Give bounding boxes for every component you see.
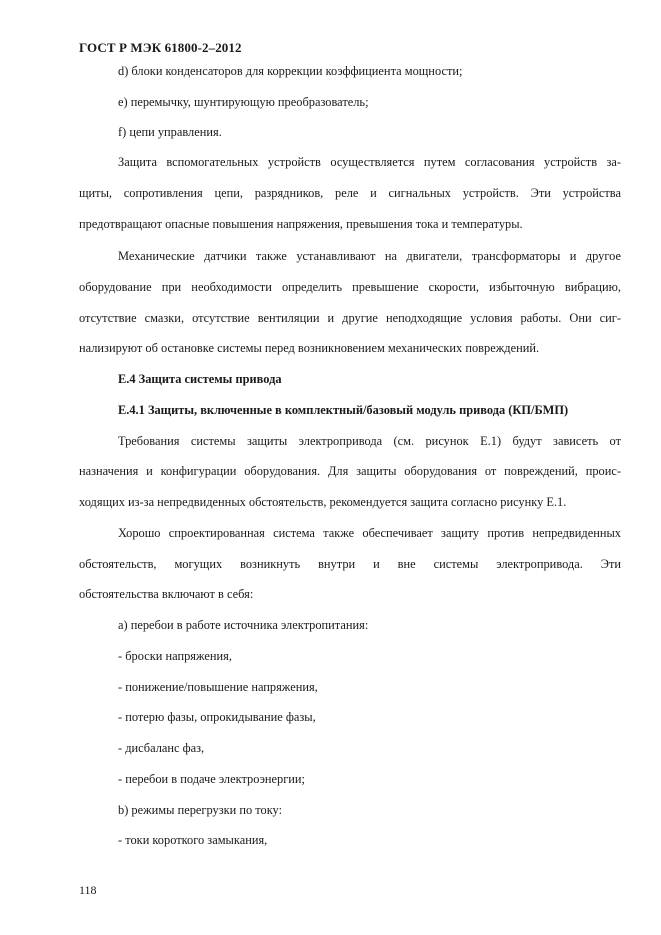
paragraph-line: предотвращают опасные повышения напряжения, превышения тока и температуры. xyxy=(79,217,523,231)
paragraph-line: отсутствие смазки, отсутствие вентиляции и другие неподходящие условия работы. Они сиг- xyxy=(79,311,621,325)
list-item-f: f) цепи управления. xyxy=(118,125,222,139)
list-subitem: - броски напряжения, xyxy=(118,649,232,663)
list-subitem: - понижение/повышение напряжения, xyxy=(118,680,318,694)
paragraph-line: нализируют об остановке системы перед возникновением механических повреждений. xyxy=(79,341,540,355)
paragraph-line: назначения и конфигурации оборудования. Для защиты оборудования от повреждений, проис- xyxy=(79,464,621,478)
page-number: 118 xyxy=(79,883,97,897)
list-subitem: - потерю фазы, опрокидывание фазы, xyxy=(118,710,316,724)
paragraph-line: Хорошо спроектированная система также обеспечивает защиту против непредвиденных xyxy=(118,526,621,540)
paragraph-line: Механические датчики также устанавливают на двигатели, трансформаторы и другое xyxy=(118,249,621,263)
document-header: ГОСТ Р МЭК 61800-2–2012 xyxy=(79,40,242,55)
subsection-heading: Е.4.1 Защиты, включенные в комплектный/базовый модуль привода (КП/БМП) xyxy=(118,403,569,417)
section-heading: Е.4 Защита системы привода xyxy=(118,372,282,386)
paragraph-line: щиты, сопротивления цепи, разрядников, реле и сигнальных устройств. Эти устройства xyxy=(79,186,621,200)
list-item-d: d) блоки конденсаторов для коррекции коэффициента мощности; xyxy=(118,64,463,78)
list-subitem: - перебои в подаче электроэнергии; xyxy=(118,772,306,786)
paragraph-line: оборудование при необходимости определить превышение скорости, избыточную вибрацию, xyxy=(79,280,621,294)
paragraph-line: Требования системы защиты электропривода (см. рисунок Е.1) будут зависеть от xyxy=(118,434,621,448)
list-item-a: а) перебои в работе источника электропитания: xyxy=(118,618,369,632)
paragraph-line: Защита вспомогательных устройств осуществляется путем согласования устройств за- xyxy=(118,155,621,169)
paragraph-line: обстоятельств, могущих возникнуть внутри и вне системы электропривода. Эти xyxy=(79,557,621,571)
paragraph-line: обстоятельства включают в себя: xyxy=(79,587,254,601)
list-subitem: - дисбаланс фаз, xyxy=(118,741,205,755)
list-subitem: - токи короткого замыкания, xyxy=(118,833,268,847)
paragraph-line: ходящих из-за непредвиденных обстоятельств, рекомендуется защита согласно рисунку Е.1. xyxy=(79,495,567,509)
list-item-e: e) перемычку, шунтирующую преобразователь; xyxy=(118,95,369,109)
list-item-b: b) режимы перегрузки по току: xyxy=(118,803,283,817)
